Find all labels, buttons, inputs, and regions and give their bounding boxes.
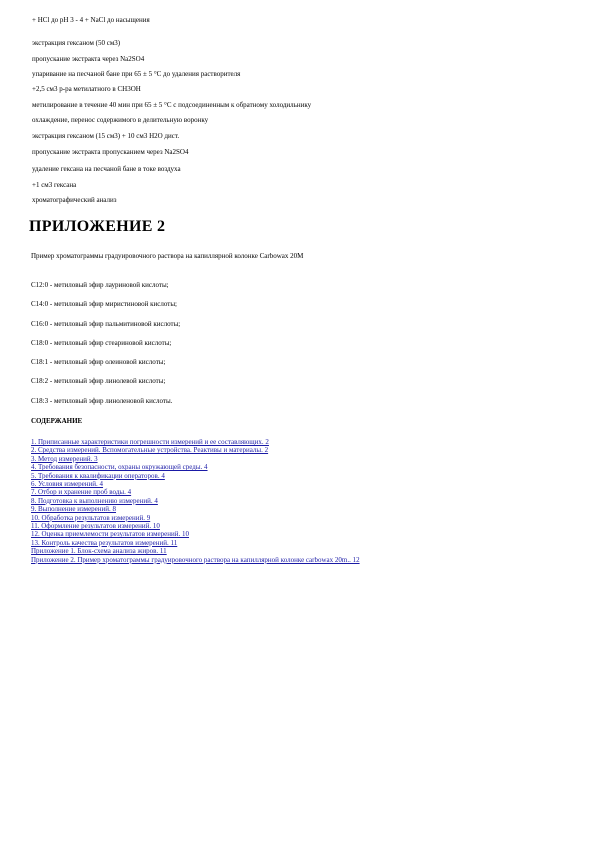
toc-item xyxy=(31,446,360,454)
toc-item xyxy=(31,530,360,538)
appendix-heading: ПРИЛОЖЕНИЕ 2 xyxy=(29,218,166,235)
step-line: экстракция гексаном (15 см3) + 10 см3 H2O дист. xyxy=(32,132,180,140)
contents-title: СОДЕРЖАНИЕ xyxy=(31,417,83,425)
toc-item xyxy=(31,522,360,530)
toc-item xyxy=(31,514,360,522)
legend-item: С12:0 - метиловый эфир лауриновой кислоты; xyxy=(31,281,169,289)
toc-link[interactable]: 12. Оценка приемлемости результатов измерений. 10 xyxy=(31,530,190,539)
toc-link[interactable]: 11. Оформление результатов измерений. 10 xyxy=(31,522,160,531)
step-line: пропускание экстракта через Na2SO4 xyxy=(32,55,145,63)
toc-item xyxy=(31,472,360,480)
legend-item: С16:0 - метиловый эфир пальмитиновой кислоты; xyxy=(31,320,181,328)
legend-item: С18:0 - метиловый эфир стеариновой кислоты; xyxy=(31,339,172,347)
table-of-contents xyxy=(31,438,360,564)
toc-link[interactable]: 6. Условия измерений. 4 xyxy=(31,480,104,489)
toc-link[interactable]: 1. Приписанные характеристики погрешности измерений и ее составляющих. 2 xyxy=(31,438,269,446)
toc-link[interactable]: 3. Метод измерений. 3 xyxy=(31,454,98,463)
toc-link[interactable]: 4. Требования безопасности, охраны окружающей среды. 4 xyxy=(31,463,208,472)
toc-item xyxy=(31,556,360,564)
toc-link[interactable]: 5. Требования к квалификации операторов. 4 xyxy=(31,471,165,480)
toc-link[interactable]: Приложение 2. Пример хроматограммы градуировочного раствора на капиллярной колонке carbowax 20m.. 12 xyxy=(31,555,360,564)
step-line: + HCl до pH 3 - 4 + NaCl до насыщения xyxy=(32,16,150,24)
toc-link[interactable]: 8. Подготовка к выполнению измерений. 4 xyxy=(31,496,158,505)
toc-link[interactable]: Приложение 1. Блок-схема анализа жиров. 11 xyxy=(31,547,167,556)
toc-item xyxy=(31,539,360,547)
toc-link[interactable]: 7. Отбор и хранение проб воды. 4 xyxy=(31,488,132,497)
toc-item xyxy=(31,488,360,496)
toc-link[interactable]: 10. Обработка результатов измерений. 9 xyxy=(31,513,151,522)
legend-item: С18:2 - метиловый эфир линолевой кислоты; xyxy=(31,377,166,385)
toc-item xyxy=(31,480,360,488)
step-line: +2,5 см3 р-ра метилатного в CH3OH xyxy=(32,85,141,93)
step-line: хроматографический анализ xyxy=(32,196,117,204)
step-line: пропускание экстракта пропусканием через Na2SO4 xyxy=(32,148,189,156)
toc-link[interactable]: 13. Контроль качества результатов измерений. 11 xyxy=(31,538,178,547)
toc-item xyxy=(31,505,360,513)
chromatogram-caption: Пример хроматограммы градуировочного раствора на капиллярной колонке Carbowax 20M xyxy=(31,252,304,260)
legend-item: С14:0 - метиловый эфир миристиновой кислоты; xyxy=(31,300,177,308)
legend-item: С18:3 - метиловый эфир линоленовой кислоты. xyxy=(31,397,173,405)
toc-item xyxy=(31,463,360,471)
toc-item xyxy=(31,547,360,555)
step-line: экстракция гексаном (50 см3) xyxy=(32,39,121,47)
toc-link[interactable]: 9. Выполнение измерений. 8 xyxy=(31,505,117,514)
toc-item xyxy=(31,438,360,446)
step-line: +1 см3 гексана xyxy=(32,181,77,189)
step-line: метилирование в течение 40 мин при 65 ± 5 °С с подсоединенным к обратному холодильнику xyxy=(32,101,312,109)
toc-link[interactable]: 2. Средства измерений. Вспомогательные устройства. Реактивы и материалы. 2 xyxy=(31,446,269,455)
step-line: упаривание на песчаной бане при 65 ± 5 °С до удаления растворителя xyxy=(32,70,241,78)
step-line: охлаждение, перенос содержимого в делительную воронку xyxy=(32,116,209,124)
step-line: удаление гексана на песчаной бане в токе воздуха xyxy=(32,165,181,173)
toc-item xyxy=(31,455,360,463)
toc-item xyxy=(31,497,360,505)
legend-item: С18:1 - метиловый эфир олеиновой кислоты; xyxy=(31,358,166,366)
